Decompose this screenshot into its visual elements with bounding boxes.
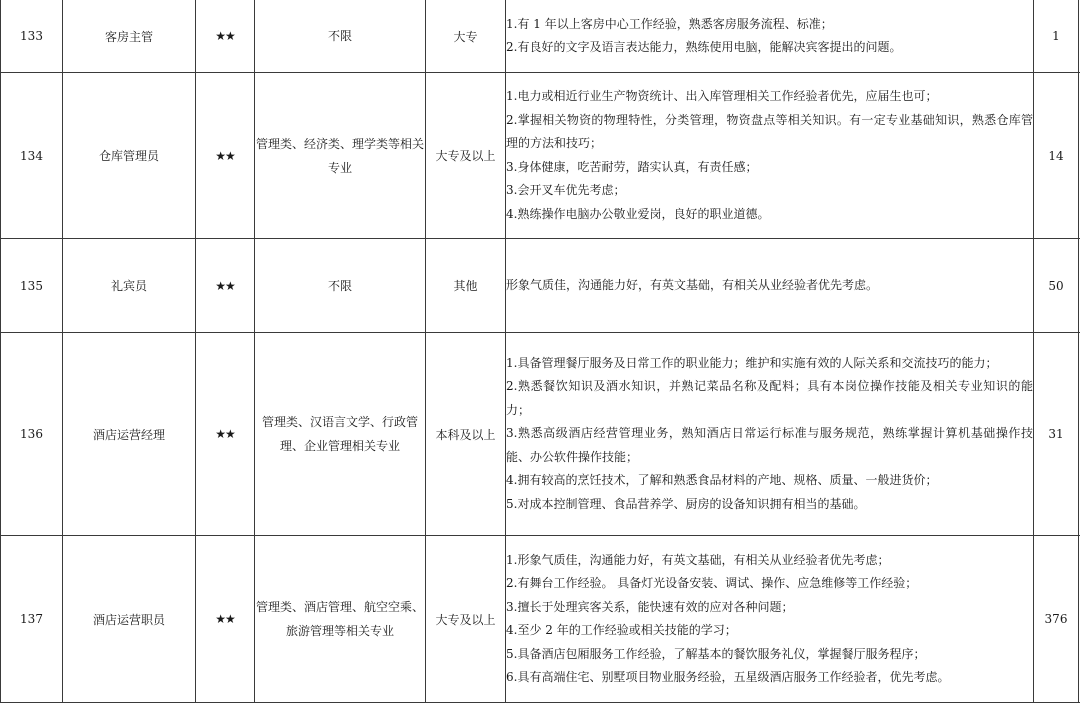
requirement-line: 1.形象气质佳，沟通能力好，有英文基础，有相关从业经验者优先考虑； [506, 552, 890, 567]
headcount: 14 [1034, 73, 1079, 239]
job-requirements [506, 73, 1034, 239]
requirement-line: 形象气质佳，沟通能力好，有英文基础，有相关从业经验者优先考虑。 [506, 277, 879, 292]
major-requirement: 管理类、汉语言文学、行政管理、企业管理相关专业 [255, 333, 426, 536]
requirement-line: 4.熟练操作电脑办公敬业爱岗，良好的职业道德。 [506, 206, 770, 221]
major-requirement: 管理类、经济类、理学类等相关专业 [255, 73, 426, 239]
requirement-line: 1.电力或相近行业生产物资统计、出入库管理相关工作经验者优先，应届生也可； [506, 89, 938, 103]
requirement-line: 1.具备管理餐厅服务及日常工作的职业能力；维护和实施有效的人际关系和交流技巧的能力； [506, 355, 998, 370]
star-rating: ★★ [196, 536, 255, 703]
major-requirement: 不限 [255, 0, 426, 73]
table-row [1, 0, 1080, 73]
requirement-line: 6.具有高端住宅、别墅项目物业服务经验，五星级酒店服务工作经验者，优先考虑。 [506, 670, 950, 684]
education-level: 大专及以上 [426, 73, 506, 239]
star-rating: ★★ [196, 333, 255, 536]
job-title: 酒店运营经理 [63, 333, 196, 536]
job-title: 客房主管 [63, 0, 196, 73]
requirement-line: 2.有舞台工作经验。 具备灯光设备安装、调试、操作、应急维修等工作经验； [506, 576, 918, 590]
table-row [1, 333, 1080, 536]
requirement-line: 3.熟悉高级酒店经营管理业务，熟知酒店日常运行标准与服务规范，熟练掌握计算机基础操作技能、办公软件操作技能； [506, 426, 1033, 464]
star-rating: ★★ [196, 0, 255, 73]
requirement-line: 4.拥有较高的烹饪技术，了解和熟悉食品材料的产地、规格、质量、一般进货价； [506, 473, 938, 488]
headcount: 1 [1034, 0, 1079, 73]
job-title: 仓库管理员 [63, 73, 196, 239]
major-requirement: 管理类、酒店管理、航空空乘、旅游管理等相关专业 [255, 536, 426, 703]
education-level: 大专及以上 [426, 536, 506, 703]
star-rating: ★★ [196, 73, 255, 239]
requirement-line: 2.掌握相关物资的物理特性，分类管理，物资盘点等相关知识。有一定专业基础知识，熟悉仓库管理的方法和技巧； [506, 112, 1033, 150]
job-title: 礼宾员 [63, 239, 196, 333]
education-level: 其他 [426, 239, 506, 333]
education-level: 大专 [426, 0, 506, 73]
row-number: 133 [1, 0, 63, 73]
major-requirement: 不限 [255, 239, 426, 333]
job-requirements [506, 536, 1034, 703]
job-title: 酒店运营职员 [63, 536, 196, 703]
headcount: 376 [1034, 536, 1079, 703]
row-number: 136 [1, 333, 63, 536]
requirement-line: 3.身体健康，吃苦耐劳，踏实认真，有责任感； [506, 159, 758, 174]
requirement-line: 3.擅长于处理宾客关系，能快速有效的应对各种问题； [506, 599, 794, 614]
row-number: 134 [1, 73, 63, 239]
headcount: 31 [1034, 333, 1079, 536]
requirement-line: 3.会开叉车优先考虑； [506, 183, 626, 197]
requirement-line: 5.具备酒店包厢服务工作经验，了解基本的餐饮服务礼仪，掌握餐厅服务程序； [506, 646, 926, 661]
requirement-line: 5.对成本控制管理、食品营养学、厨房的设备知识拥有相当的基础。 [506, 496, 866, 511]
job-requirements [506, 239, 1034, 333]
row-number: 135 [1, 239, 63, 333]
row-number: 137 [1, 536, 63, 703]
table-row [1, 239, 1080, 333]
education-level: 本科及以上 [426, 333, 506, 536]
requirement-line: 4.至少 2 年的工作经验或相关技能的学习； [506, 623, 737, 637]
requirement-line: 1.有 1 年以上客房中心工作经验，熟悉客房服务流程、标准； [506, 16, 833, 31]
table-row [1, 536, 1080, 703]
star-rating: ★★ [196, 239, 255, 333]
job-requirements [506, 0, 1034, 73]
table-row [1, 73, 1080, 239]
job-requirements [506, 333, 1034, 536]
requirement-line: 2.有良好的文字及语言表达能力，熟练使用电脑，能解决宾客提出的问题。 [506, 40, 902, 54]
headcount: 50 [1034, 239, 1079, 333]
requirement-line: 2.熟悉餐饮知识及酒水知识，并熟记菜品名称及配料；具有本岗位操作技能及相关专业知识的能力； [506, 379, 1033, 417]
